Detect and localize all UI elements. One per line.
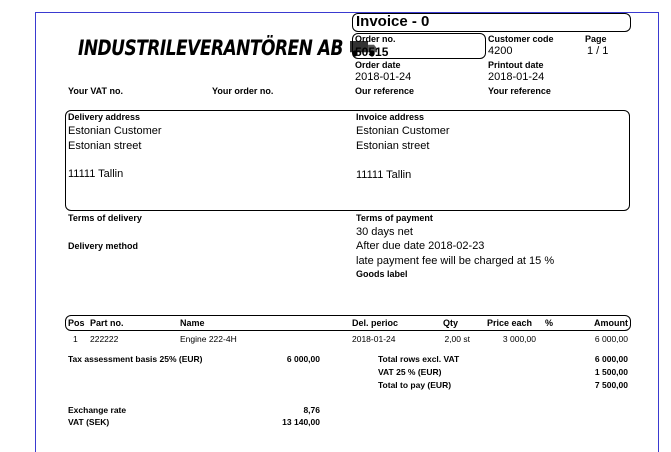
col-del-header: Del. perioc xyxy=(352,318,399,328)
vat-label: VAT 25 % (EUR) xyxy=(378,367,442,377)
printout-date-value: 2018-01-24 xyxy=(488,71,545,83)
total-rows-value: 6 000,00 xyxy=(594,354,628,364)
terms-of-payment-line2: After due date 2018-02-23 xyxy=(356,240,485,252)
vat-sek-label: VAT (SEK) xyxy=(68,417,110,427)
our-reference-label: Our reference xyxy=(355,86,415,96)
row-amount: 6 000,00 xyxy=(594,334,628,344)
delivery-address-label: Delivery address xyxy=(68,112,141,122)
row-name: Engine 222-4H xyxy=(180,334,237,344)
your-vat-label: Your VAT no. xyxy=(68,86,123,96)
goods-label: Goods label xyxy=(356,269,408,279)
total-to-pay-value: 7 500,00 xyxy=(594,380,628,390)
delivery-address-line3: 11111 Tallin xyxy=(68,168,124,180)
col-pct-header: % xyxy=(545,318,554,328)
company-logo: INDUSTRILEVERANTÖREN AB xyxy=(78,36,378,61)
order-no-value: 50515 xyxy=(355,45,389,59)
exchange-rate-value: 8,76 xyxy=(303,405,320,415)
row-part: 222222 xyxy=(90,334,119,344)
tax-basis-label: Tax assessment basis 25% (EUR) xyxy=(68,354,203,364)
tax-basis-value: 6 000,00 xyxy=(286,354,320,364)
invoice-address-line3: 11111 Tallin xyxy=(356,169,412,181)
col-amount-header: Amount xyxy=(594,318,628,328)
delivery-address-line2: Estonian street xyxy=(68,140,142,152)
vat-sek-value: 13 140,00 xyxy=(282,417,320,427)
invoice-address-line2: Estonian street xyxy=(356,140,430,152)
col-price-header: Price each xyxy=(487,318,533,328)
total-rows-label: Total rows excl. VAT xyxy=(378,354,460,364)
row-price: 3 000,00 xyxy=(502,334,536,344)
col-name-header: Name xyxy=(180,318,205,328)
col-pos-header: Pos xyxy=(68,318,85,328)
vat-value: 1 500,00 xyxy=(594,367,628,377)
printout-date-label: Printout date xyxy=(488,60,544,70)
row-qty: 2,00 st xyxy=(444,334,470,344)
col-qty-header: Qty xyxy=(443,318,459,328)
delivery-method-label: Delivery method xyxy=(68,241,139,251)
row-del: 2018-01-24 xyxy=(352,334,396,344)
your-reference-label: Your reference xyxy=(488,86,551,96)
terms-of-payment-label: Terms of payment xyxy=(356,213,433,223)
invoice-address-label: Invoice address xyxy=(356,112,425,122)
invoice-address-line1: Estonian Customer xyxy=(356,125,450,137)
terms-of-payment-line3: late payment fee will be charged at 15 % xyxy=(356,255,555,267)
delivery-address-line1: Estonian Customer xyxy=(68,125,162,137)
order-no-label: Order no. xyxy=(355,34,396,44)
page-value: 1 / 1 xyxy=(587,45,609,57)
invoice-title: Invoice - 0 xyxy=(356,13,430,30)
terms-of-payment-line1: 30 days net xyxy=(356,226,413,238)
customer-code-value: 4200 xyxy=(488,45,513,57)
order-date-value: 2018-01-24 xyxy=(355,71,412,83)
page-label: Page xyxy=(585,34,607,44)
customer-code-label: Customer code xyxy=(488,34,554,44)
exchange-rate-label: Exchange rate xyxy=(68,405,127,415)
total-to-pay-label: Total to pay (EUR) xyxy=(378,380,452,390)
order-date-label: Order date xyxy=(355,60,401,70)
your-order-label: Your order no. xyxy=(212,86,274,96)
terms-of-delivery-label: Terms of delivery xyxy=(68,213,142,223)
row-pos: 1 xyxy=(73,334,78,344)
col-part-header: Part no. xyxy=(90,318,124,328)
